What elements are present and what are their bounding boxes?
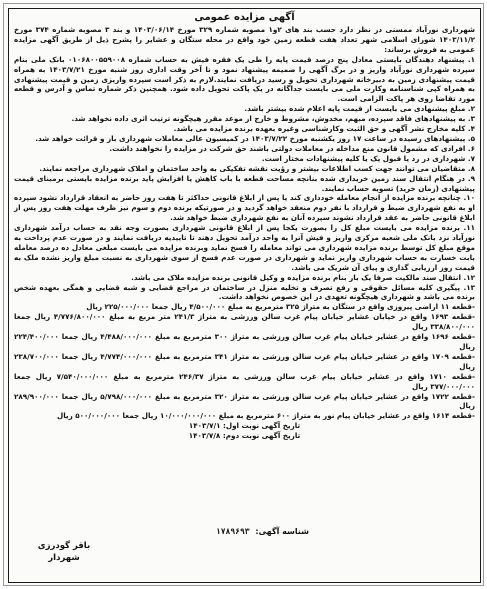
condition-2: ۲. مبلغ پیشنهادی می بایست از قیمت پایه اعلام شده بیشتر باشد.	[244, 104, 475, 114]
notice-title: آگهی مزایده عمومی	[194, 12, 295, 23]
notice-body	[9, 25, 480, 441]
condition-6: ۶. افرادی که مشمول قانون منع مداخله در معاملات دولتی باشند حق شرکت در مزایده را نخواهند داشت.	[109, 143, 475, 153]
lot-item: -قطعه ۱۱ اراضی پیروزی واقع در ستگان به متراژ ۳۲۵ مترمربع به مبلغ ۴/۵۰۰/۰۰۰ ریال جمعا ۲۲۵/۰۰۰/۰۰۰ ریال	[86, 302, 475, 312]
lot-item: -قطعه ۱۷۲۲ واقع در عشایر خیابان پیام غرب سالن ورزشی به متراژ ۳۲۰ مترمربع به مبلغ ۵/۷۹۸/۰۰۰/۰۰۰ ریال جمعا ۲۸۹/۹۰۰/۰۰۰ ریال	[14, 391, 475, 411]
condition-10: ۱۰. چنانچه برنده مزایده از انجام معامله خودداری کند یا پس از ابلاغ قانونی حداکثر تا هفت روز حاضر به انعقاد قرارداد نشود سپرده او به نفع شهرداری ضبط و قرارداد با نفر دوم منعقد خواهد گردید و در صورتیکه برنده دوم و سوم نیز ظرف مهلت هفت روز پس از ابلاغ قانونی حاضر به عقد قرارداد نشوند سپرده آنان به نفع شهرداری ضبط خواهد شد.	[14, 193, 475, 223]
condition-9: ۹. در هنگام انتقال سند زمین خریداری شده بنانچه مساحت قطعه با باب کاهش یا افزایش پاید برنده مزایده بایستی برمبنای قیمت پیشنهادی (زمان خرید) تسویه حساب نمایند.	[14, 173, 475, 193]
lot-item: -قطعه ۱۶۱۴ واقع در عشایر خیابان پیام نور به متراژ ۶۰۰ مترمربع به مبلغ ۱۰/۰۰۰/۰۰۰/۰۰۰ ریال جمعا ۵۰۰/۰۰۰/۰۰۰ ریال	[56, 411, 475, 421]
lot-item: -قطعه ۱۷۰۹ واقع در عشایر خیابان پیام غرب سالن ورزشی به متراژ ۳۴۱ مترمربع به مبلغ ۴/۷۷۴/۰۰۰/۰۰۰ ریال جمعا ۲۳۸/۷۰۰/۰۰۰ ریال	[14, 351, 475, 371]
condition-8: ۸. متقاضیان می توانند جهت کسب اطلاعات بیشتر و رؤیت نقشه تفکیکی به واحد ساختمان و املاک شهرداری مراجعه نمایند.	[39, 163, 475, 173]
signature-title: شهردار	[48, 553, 80, 563]
condition-12: ۱۲. انتقال سند مالکیت صرفا یک بار بنام برنده مزایده و وکیل قانونی برنده مزایده ملاک می باشد.	[131, 272, 475, 282]
second-publication-date: تاریخ آگهی نوبت دوم: ۱۴۰۳/۷/۸	[188, 431, 301, 441]
registration-number: ۱۷۸۹۶۹۳	[215, 527, 250, 536]
signature-block	[19, 540, 109, 564]
notice-registration	[159, 527, 309, 536]
condition-13: ۱۳. پیگیری کلیه مسائل حقوقی و رفع تصرف و تخلیه منزل در ساختمان در مراجع قضایی و شبه قضایی و همگی بعهده شخص برنده می باشد و شهرداری هیچگونه تعهدی در این خصوص نخواهد داشت.	[14, 282, 475, 302]
condition-7: ۷. شهرداری در رد یا قبول یک یا کلیه پیشنهادات مختار است.	[261, 153, 475, 163]
signature-name: باقر گودرزی	[37, 541, 91, 551]
registration-label: شناسه آگهی:	[255, 527, 309, 536]
notice-intro: شهرداری نورآباد ممسنی در نظر دارد حسب بند های ۲و۱ مصوبه شماره ۳۲۹ مورخ ۱۴۰۳/۰۶/۱۴ و بند ۳ مصوبه شماره ۳۷۴ مورخ ۱۴۰۳/۱۱/۲ شورای اسلامی شهر تعداد هفت قطعه زمین خود واقع در محله ستگان و عشایر را پشرح ذیل از طریق آگهی مزایده عمومی به فروش برساند:	[14, 25, 476, 54]
first-publication-date: تاریخ آگهی نوبت اول: ۱۴۰۳/۷/۱	[188, 421, 301, 431]
lot-item: -قطعه ۱۶۹۳ واقع در خیابان عشایر خیابان پیام غرب سالن ورزشی به متراژ ۲۴۱/۳ متر مربع به مبلغ ۴/۷۷۶/۸۰۰/۰۰۰ ریال جمعا ۳۳۸/۸۰۰/۰۰۰ ریال	[14, 312, 476, 332]
condition-4: ۴. کلیه مخارج نشر آگهی و حق الثبت وکارشناسی وغیره بعهده برنده مزایده می باشد.	[173, 124, 475, 134]
notice-footer	[9, 524, 480, 580]
condition-11: ۱۱. برنده مزایده می بایست مبلغ کل را بصورت یکجا پس از ابلاغ قانونی شهرداری بصورت وجه نقد به حساب درآمد شهرداری نورآباد نزد بانک ملی شعبه مرکزی واریز و فیش آنرا به واحد درآمد تحویل دهند تا تاییدیه دریافت نمایند و در صورت عدم پرداخت به موقع مبلغ کل توسط برنده مزایده شهرداری می تواند معامله را فسخ نماید وبرنده مزایده می بایست مبلغی معادل ده درصد معامله بابت خسارت به حساب شهرداری واریز نماید و شهرداری در صورت عدم فسخ از سوی شهرداری به نسبت مبلغ واریز نشده ملک به قیمت روز ارزیابی گذاری و پیای آن شریک می باشد.	[14, 223, 475, 272]
condition-3: ۳. به پیشنهادهای فاقد سپرده، مبهم، مخدوش، مشروط و خارج از موعد مقرر هیچگونه ترتیب اثری داده نخواهد شد.	[71, 114, 475, 124]
lot-item: -قطعه ۱۷۱۰ واقع در عشایر خیابان پیام غرب سالن ورزشی به متراژ ۲۴۶/۳۷ مترمربع به مبلغ ۷/۵۴۰/۰۰۰/۰۰۰ ریال جمعا ۳۷۷/۰۰۰/۰۰۰ ریال	[14, 371, 476, 391]
condition-5: ۵. پیشنهادهای رسیده در ساعت ۱۷ روز یکشنبه مورخ ۱۴۰۳/۷/۲۲ در کمیسیون عالی معاملات شهرداری باز و قرائت خواهد شد.	[35, 133, 475, 143]
notice-box	[8, 8, 481, 583]
condition-1: ۱. پیشنهاد دهندگان بایستی معادل پنج درصد قیمت پایه را طی یک فقره فیش به حساب شماره ۰۱۰۶۸۰۰۵۵۹۰۰۸ بانک ملی بنام سپرده شهرداری نورآباد واریز و در برگ آگهی را ضمیمه پیشنهاد نمود و تا آخر وقت اداری روز شنبه مورخ ۱۴۰۳/۷/۲۱ به همراه قیمت پیشنهادی زمین به دبیرخانه شهرداری تحویل و رسید دریافت نمایند.لازم به ذکر است سپرده واریزی زمین و قیمت پیشنهادی به همراه کپی شناسنامه وکارت ملی می بایست جداگانه در یک پاکت تحویل داده شود. همچنین ذکر شماره تماس و آدرس و قطعه مورد تقاضا روی هر پاکت الزامی است.	[14, 54, 476, 104]
newspaper-clipping	[3, 3, 484, 586]
lot-item: -قطعه ۱۶۹۶ واقع در عشایر خیابان پیام غرب سالن ورزشی به متراژ ۳۰۰ مترمربع به مبلغ ۴/۴۸۸/۰۰۰/۰۰۰ ریال جمعا ۲۲۴/۴۰۰/۰۰۰ ریال	[14, 332, 475, 351]
